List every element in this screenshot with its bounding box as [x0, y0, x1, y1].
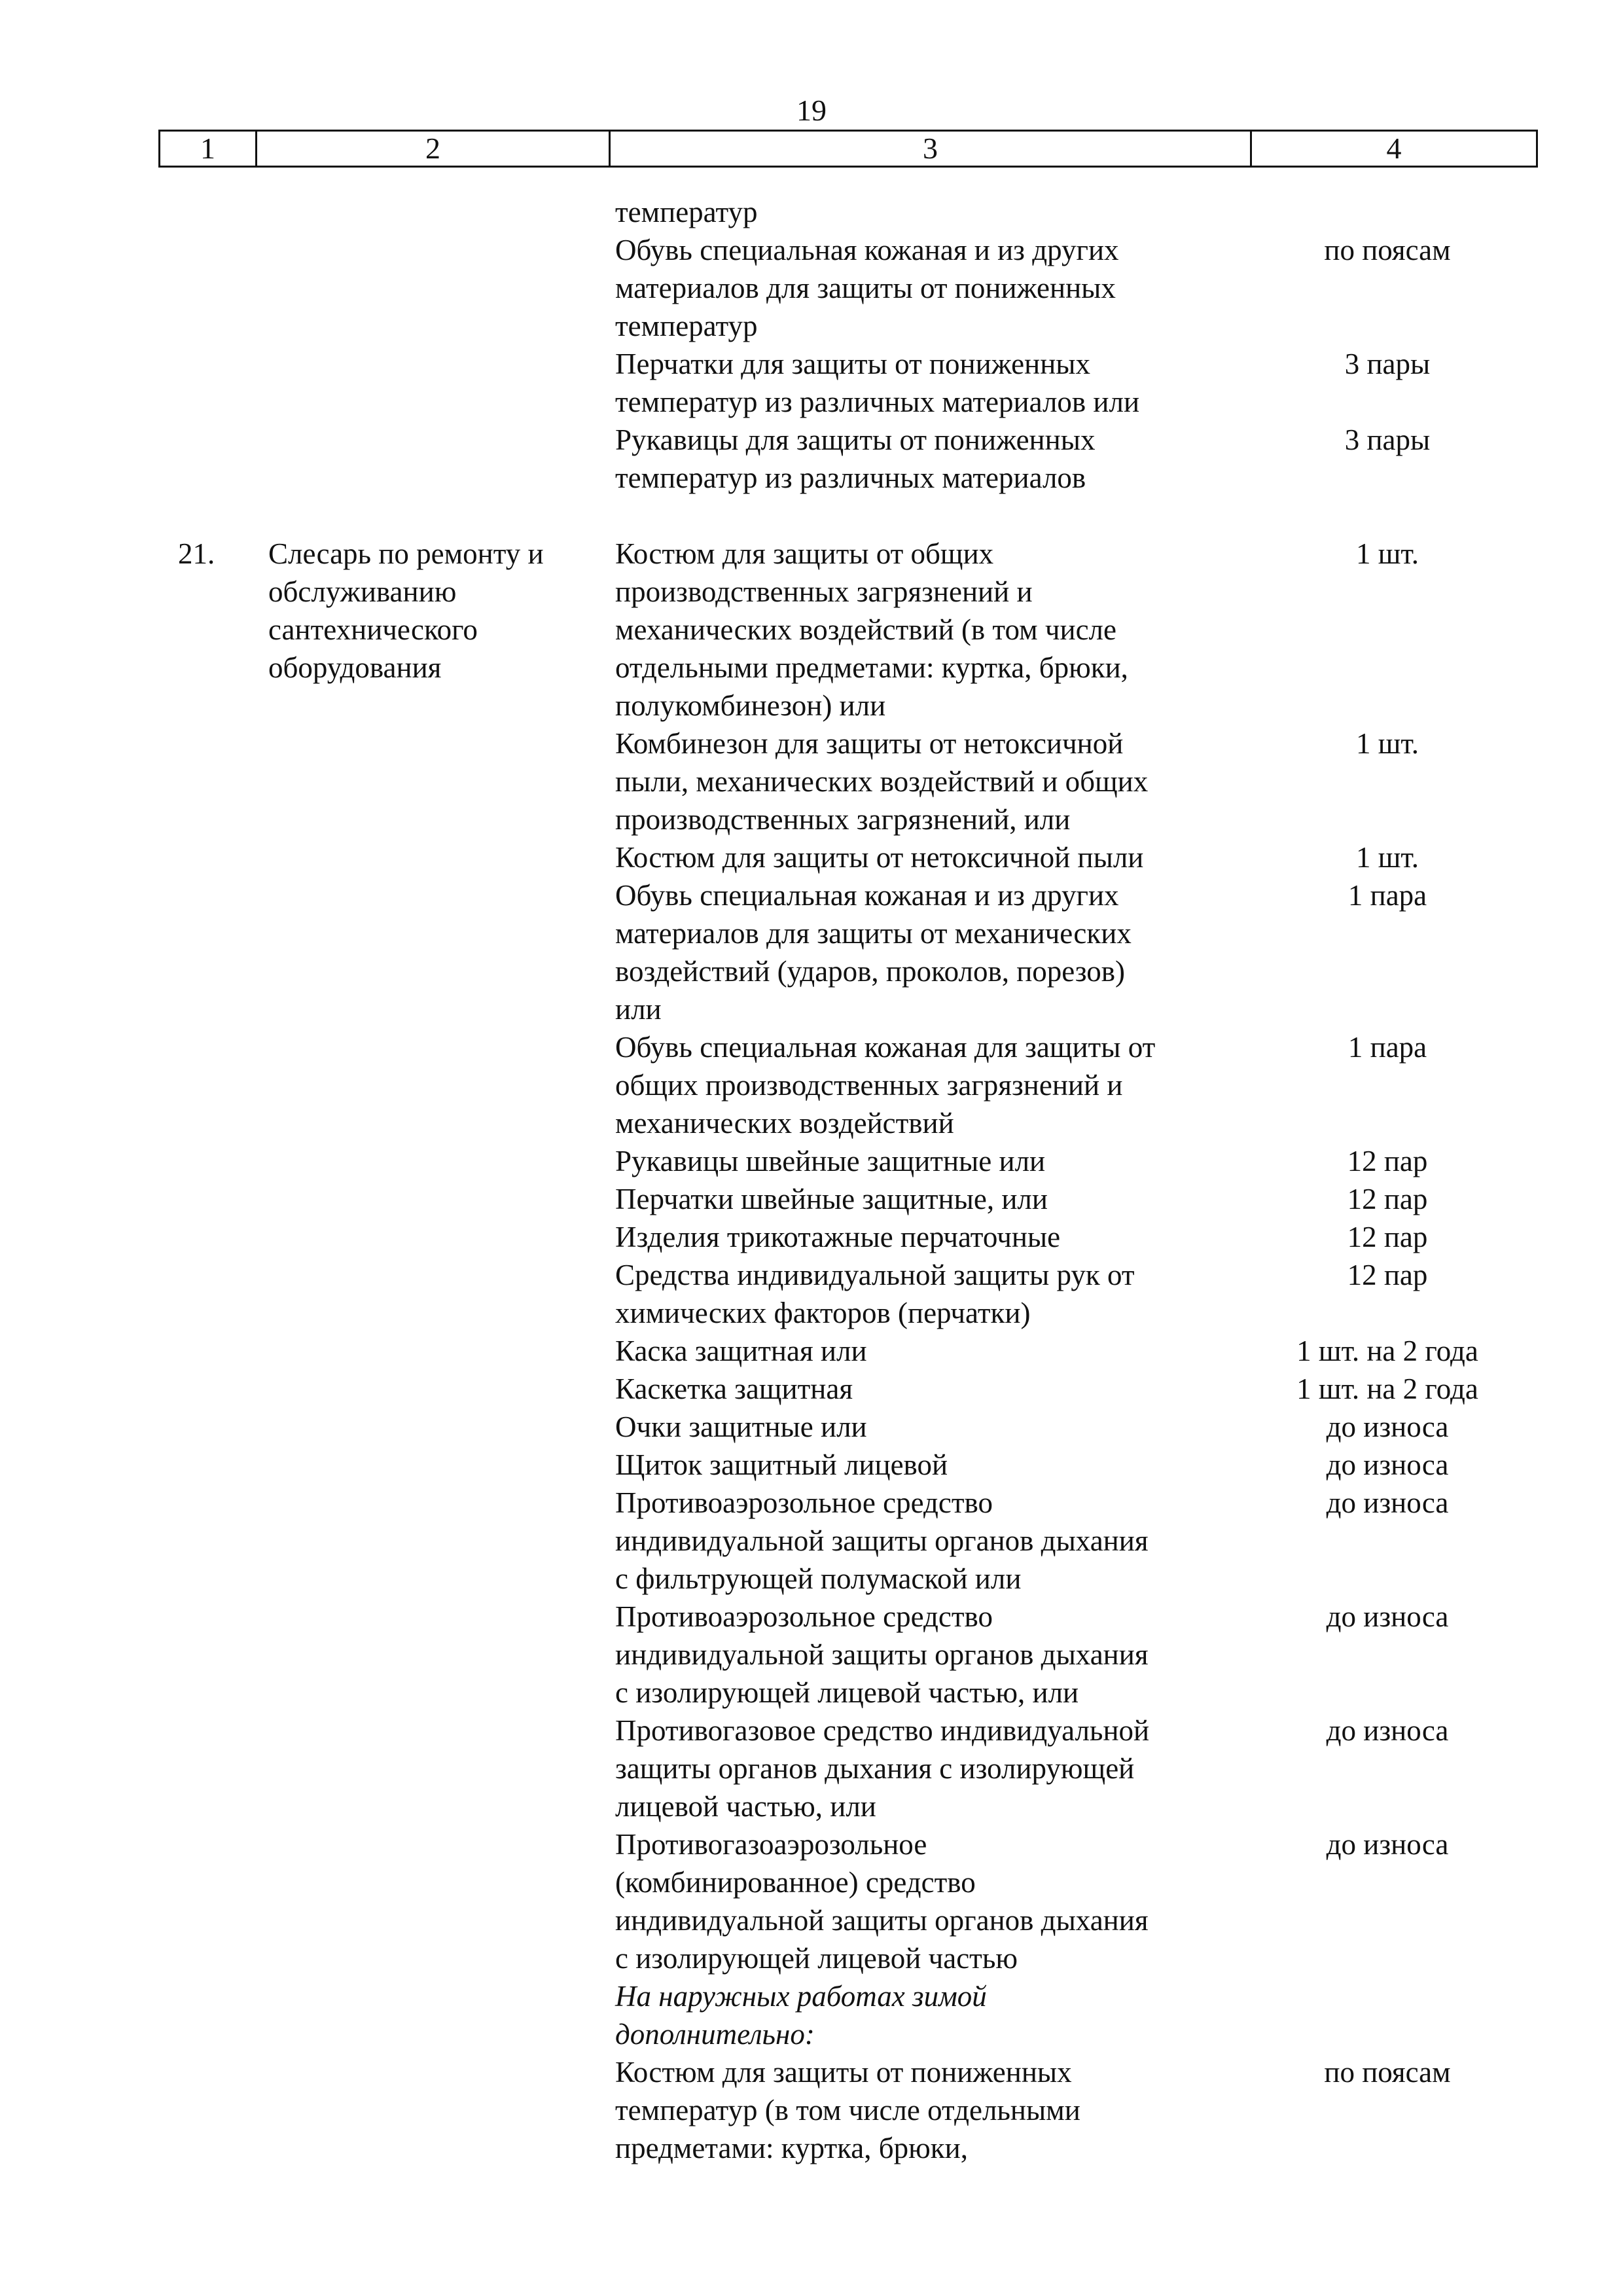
profession-line: сантехнического	[268, 613, 478, 646]
text-line: воздействий (ударов, проколов, порезов)	[615, 955, 1126, 988]
issue-norm: 1 пара	[1347, 1031, 1427, 1064]
text-line: предметами: куртка, брюки,	[615, 2132, 968, 2164]
ppe-item	[0, 1446, 1623, 1484]
issue-norm: до износа	[1326, 1714, 1449, 1747]
issue-norm: 12 пар	[1347, 1259, 1428, 1291]
text-line: Костюм для защиты от пониженных	[615, 2056, 1072, 2089]
text-line: Щиток защитный лицевой	[615, 1448, 948, 1481]
issue-norm: до износа	[1326, 1828, 1449, 1861]
issue-norm: 3 пары	[1344, 423, 1431, 456]
issue-norm: по поясам	[1324, 234, 1451, 266]
text-line: материалов для защиты от механических	[615, 917, 1132, 950]
text-line: полукомбинезон) или	[615, 689, 886, 722]
column-header-4: 4	[1386, 132, 1402, 165]
page-number: 19	[796, 94, 827, 127]
table-body	[0, 193, 1623, 2167]
ppe-item	[0, 1332, 1623, 1370]
ppe-item-name	[615, 231, 1243, 345]
text-line: механических воздействий (в том числе	[615, 613, 1116, 646]
issue-norm: 12 пар	[1347, 1221, 1428, 1253]
ppe-item-name	[615, 1028, 1243, 1142]
text-line: температур (в том числе отдельными	[615, 2094, 1080, 2126]
text-line: индивидуальной защиты органов дыхания	[615, 1638, 1149, 1671]
text-line: дополнительно:	[615, 2018, 815, 2051]
text-line: индивидуальной защиты органов дыхания	[615, 1904, 1149, 1937]
issue-norm: 1 шт. на 2 года	[1296, 1335, 1478, 1367]
ppe-item	[0, 421, 1623, 497]
ppe-item	[0, 1825, 1623, 1977]
ppe-item	[0, 1256, 1623, 1332]
text-line: отдельными предметами: куртка, брюки,	[615, 651, 1128, 684]
issue-norm: до износа	[1326, 1448, 1449, 1481]
ppe-item	[0, 345, 1623, 421]
issue-norm: 1 шт.	[1356, 727, 1419, 760]
table-row-21	[0, 535, 1623, 2167]
issue-norm: 1 шт.	[1356, 537, 1419, 570]
row-number: 21.	[178, 537, 215, 570]
ppe-item	[0, 1598, 1623, 1712]
text-line: Противогазовое средство индивидуальной	[615, 1714, 1150, 1747]
text-line: Костюм для защиты от нетоксичной пыли	[615, 841, 1144, 874]
text-line: На наружных работах зимой	[615, 1980, 987, 2013]
column-header-2: 2	[257, 132, 611, 166]
text-line: Обувь специальная кожаная и из других	[615, 234, 1119, 266]
ppe-item	[0, 1142, 1623, 1180]
ppe-item-name	[615, 1408, 1243, 1446]
issue-norm: 12 пар	[1347, 1145, 1428, 1177]
ppe-item-name	[615, 1256, 1243, 1332]
ppe-item	[0, 1370, 1623, 1408]
text-line: механических воздействий	[615, 1107, 954, 1139]
ppe-item	[0, 231, 1623, 345]
ppe-item-name	[615, 725, 1243, 838]
column-header-row	[158, 130, 1538, 168]
text-line: Перчатки для защиты от пониженных	[615, 348, 1091, 380]
ppe-item-name	[615, 1712, 1243, 1825]
text-line: температур из различных материалов	[615, 461, 1086, 494]
text-line: индивидуальной защиты органов дыхания	[615, 1524, 1149, 1557]
section-note	[615, 1977, 1243, 2053]
ppe-item	[0, 838, 1623, 876]
ppe-item-name	[615, 1142, 1243, 1180]
text-line: производственных загрязнений и	[615, 575, 1033, 608]
text-line: защиты органов дыхания с изолирующей	[615, 1752, 1135, 1785]
text-line: Рукавицы швейные защитные или	[615, 1145, 1046, 1177]
text-line: Комбинезон для защиты от нетоксичной	[615, 727, 1124, 760]
ppe-item	[0, 1484, 1623, 1598]
text-line: Очки защитные или	[615, 1410, 867, 1443]
issue-norm: до износа	[1326, 1600, 1449, 1633]
ppe-item-name	[615, 1825, 1243, 1977]
text-line: Каскетка защитная	[615, 1372, 853, 1405]
ppe-item-name	[615, 1218, 1243, 1256]
text-line: Противогазоаэрозольное	[615, 1828, 927, 1861]
text-line: производственных загрязнений, или	[615, 803, 1071, 836]
ppe-item-name	[615, 535, 1243, 725]
ppe-item-name	[615, 838, 1243, 876]
ppe-item-name	[615, 1180, 1243, 1218]
text-line: Противоаэрозольное средство	[615, 1486, 993, 1519]
text-line: пыли, механических воздействий и общих	[615, 765, 1149, 798]
profession-line: оборудования	[268, 651, 442, 684]
ppe-item	[0, 2053, 1623, 2167]
text-line: температур	[615, 310, 758, 342]
ppe-item	[0, 1408, 1623, 1446]
text-line: (комбинированное) средство	[615, 1866, 976, 1899]
text-line: Противоаэрозольное средство	[615, 1600, 993, 1633]
text-line: Рукавицы для защиты от пониженных	[615, 423, 1096, 456]
column-header-1: 1	[160, 132, 257, 166]
text-line: общих производственных загрязнений и	[615, 1069, 1123, 1102]
issue-norm: по поясам	[1324, 2056, 1451, 2089]
text-line: Средства индивидуальной защиты рук от	[615, 1259, 1135, 1291]
ppe-item-name	[615, 1446, 1243, 1484]
ppe-item-name	[615, 1598, 1243, 1712]
continuation-row	[0, 193, 1623, 497]
text-line: с изолирующей лицевой частью, или	[615, 1676, 1079, 1709]
ppe-item	[0, 725, 1623, 838]
ppe-item-name	[615, 1370, 1243, 1408]
text-line: Изделия трикотажные перчаточные	[615, 1221, 1061, 1253]
text-line: Перчатки швейные защитные, или	[615, 1183, 1048, 1215]
issue-norm: 1 пара	[1347, 879, 1427, 912]
issue-norm: 1 шт. на 2 года	[1296, 1372, 1478, 1405]
issue-norm: 1 шт.	[1356, 841, 1419, 874]
ppe-item	[0, 1218, 1623, 1256]
ppe-item-name	[615, 193, 1243, 231]
profession-line: Слесарь по ремонту и	[268, 537, 544, 570]
text-line: Каска защитная или	[615, 1335, 867, 1367]
text-line: лицевой частью, или	[615, 1790, 876, 1823]
ppe-item	[0, 1712, 1623, 1825]
profession-line: обслуживанию	[268, 575, 457, 608]
text-line: с фильтрующей полумаской или	[615, 1562, 1022, 1595]
issue-norm: до износа	[1326, 1410, 1449, 1443]
text-line: или	[615, 993, 662, 1026]
issue-norm: до износа	[1326, 1486, 1449, 1519]
ppe-item	[0, 1977, 1623, 2053]
ppe-item	[0, 193, 1623, 231]
issue-norm: 12 пар	[1347, 1183, 1428, 1215]
text-line: Обувь специальная кожаная и из других	[615, 879, 1119, 912]
text-line: химических факторов (перчатки)	[615, 1297, 1031, 1329]
text-line: с изолирующей лицевой частью	[615, 1942, 1018, 1975]
ppe-item-name	[615, 345, 1243, 421]
ppe-item-name	[615, 876, 1243, 1028]
text-line: материалов для защиты от пониженных	[615, 272, 1116, 304]
text-line: Обувь специальная кожаная для защиты от	[615, 1031, 1156, 1064]
ppe-item-name	[615, 1332, 1243, 1370]
issue-norm: 3 пары	[1344, 348, 1431, 380]
ppe-item-name	[615, 421, 1243, 497]
ppe-item	[0, 535, 1623, 725]
ppe-item	[0, 876, 1623, 1028]
text-line: Костюм для защиты от общих	[615, 537, 994, 570]
ppe-item-name	[615, 2053, 1243, 2167]
text-line: температур	[615, 196, 758, 228]
row-gap	[0, 497, 1623, 535]
column-header-3: 3	[611, 132, 1252, 166]
ppe-item-name	[615, 1484, 1243, 1598]
text-line: температур из различных материалов или	[615, 386, 1140, 418]
ppe-item	[0, 1028, 1623, 1142]
ppe-item	[0, 1180, 1623, 1218]
